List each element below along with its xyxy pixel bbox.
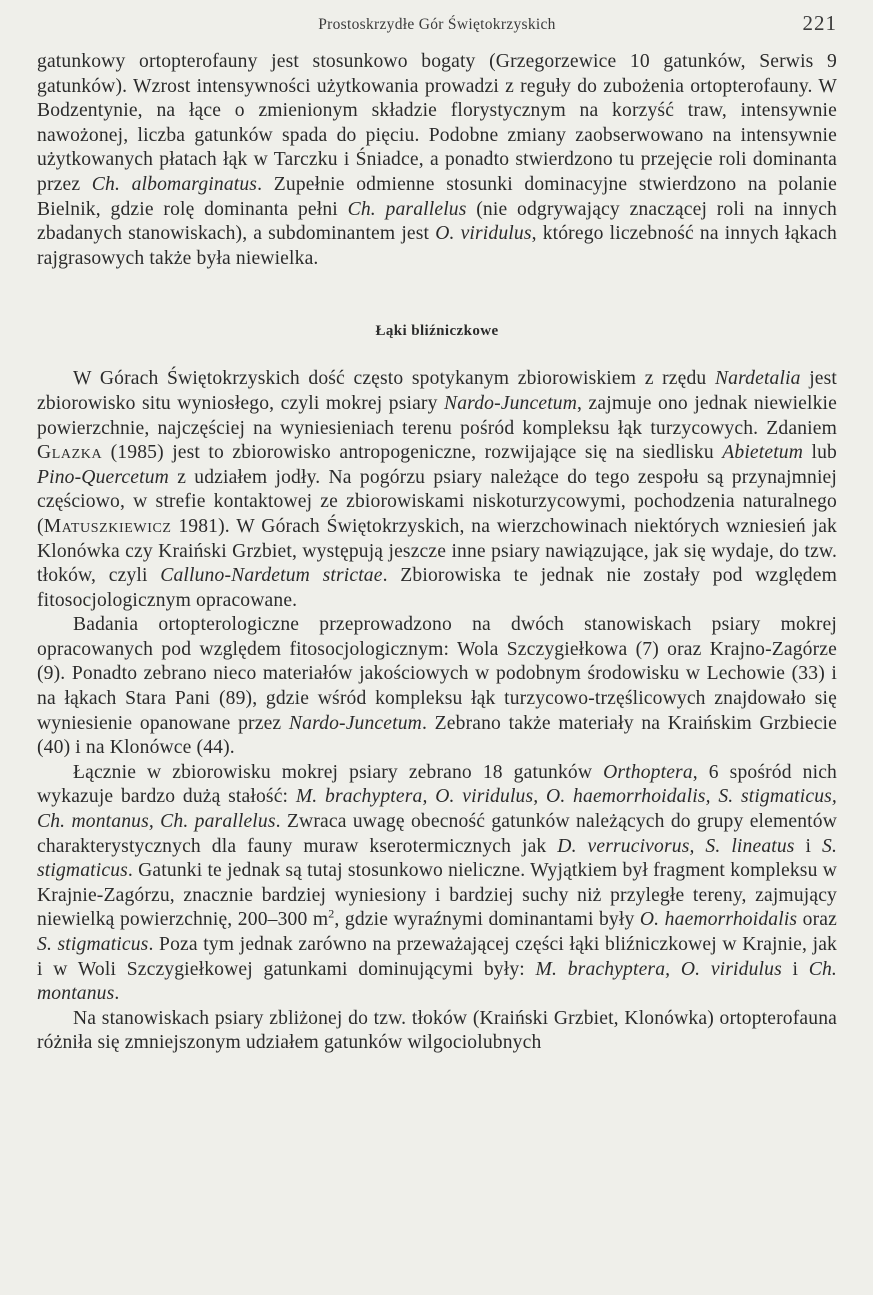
species-name: Ch. parallelus [347,198,467,220]
running-head [37,11,837,50]
text-run: Łącznie w zbiorowisku mokrej psiary zebrano 18 gatunków [73,761,604,783]
text-run: lub [803,442,837,464]
species-name: D. verrucivorus, S. lineatus [557,835,795,857]
running-title: Prostoskrzydłe Gór Świętokrzyskich [318,16,556,33]
syntaxon-name: Nardo-Juncetum [443,392,578,414]
species-name: O. viridulus [435,223,532,245]
text-run: , gdzie wyraźnymi dominantami były [334,909,640,931]
author-name: Matuszkiewicz [43,515,172,537]
text-run: jest zbiorowisko situ wyniosłego, czyli mokrej psiary [37,368,837,414]
text-run: Badania ortopterologiczne przeprowadzono na dwóch stanowiskach psiary mokrej opracowanych pod względem fitosocjologicznym: Wola Szczygiełkowa (7) oraz Krajno-Zagórze (9). Ponadto zebrano nieco materiałów jakościowych w podobnym środowisku w Lechowie (33) i na łąkach Stara Pani (89), gdzie wśród kompleksu łąk turzycowo-trzęślicowych znajdowało się wyniesienie opanowane przez [37,614,837,734]
paragraph-2 [37,367,837,613]
text-run: . Zwraca uwagę obecność gatunków należących do grupy elementów charakterystycznych dla fauny muraw kserotermicznych jak [37,811,837,857]
species-name: Ch. albomarginatus [91,173,258,195]
text-run: . Poza tym jednak zarówno na przeważającej części łąki bliźniczkowej w Krajnie, jak i w Woli Szczygiełkowej gatunkami dominującymi były: [37,934,837,980]
text-run: oraz [797,909,837,931]
syntaxon-name: Nardo-Juncetum [288,712,422,734]
author-name: Glazka [37,442,103,464]
text-run: , 6 spośród nich wykazuje bardzo dużą stałość: [37,761,837,808]
text-run: W Górach Świętokrzyskich dość często spotykanym zbiorowiskiem z rzędu [73,368,715,390]
text-run: (nie odgrywający znaczącej roli na innych zbadanych stanowiskach), a subdominantem jest [37,198,838,245]
page-number: 221 [802,11,837,35]
paragraph-4 [37,761,837,1007]
species-name: Ch. montanus [37,958,837,1005]
paragraph-3 [37,613,837,761]
species-name: S. stigmaticus [37,934,149,955]
text-run: (1985) jest to zbiorowisko antropogeniczne, rozwijające się na siedlisku [102,442,723,464]
text-run: 1981). W Górach Świętokrzyskich, na wierzchowinach niektórych wzniesień jak Klonówka czy Kraiński Grzbiet, występują jeszcze inne psiary nawiązujące, jak się wydaje, do tzw. tłoków, czyli [37,515,837,587]
text-run: . [114,983,120,1005]
species-name: S. stigmaticus [37,835,838,882]
text-run: . Zbiorowiska te jednak nie zostały pod względem fitosocjologicznym opracowane. [37,565,837,611]
species-name: O. haemorrhoidalis [639,909,798,931]
taxon-name: Orthoptera [603,761,693,783]
syntaxon-name: Abietetum [722,442,804,464]
superscript: 2 [328,906,335,921]
text-run: , zajmuje ono jednak niewielkie powierzchnie, najczęściej na wyniesieniach terenu pośród kompleksu łąk turzycowych. Zdaniem [37,392,837,439]
species-name: M. brachyptera, O. viridulus, O. haemorrhoidalis, S. stigmaticus, Ch. montanus, Ch. parallelus [37,786,837,833]
text-run: gatunkowy ortopterofauny jest stosunkowo bogaty (Grzegorzewice 10 gatunków, Serwis 9 gatunków). Wzrost intensywności użytkowania prowadzi z reguły do zubożenia ortopterofauny. W Bodzentynie, na łące o zmienionym składzie florystycznym na korzyść traw, intensywnie nawożonej, liczba gatunków spada do pięciu. Podobne zmiany zaobserwowano na intensywnie użytkowanych płatach łąk w Tarczku i Śniadce, a ponadto stwierdzono tu przejęcie roli dominanta przez [37,51,837,195]
species-name: M. brachyptera, O. viridulus [535,958,782,980]
section-heading: Łąki bliźniczkowe [375,323,499,340]
text-run: i [781,958,809,980]
text-run: Na stanowiskach psiary zbliżonej do tzw. tłoków (Kraiński Grzbiet, Klonówka) ortopterofauna różniła się zmniejszonym udziałem gatunków wilgociolubnych [37,1007,837,1054]
text-run: z udziałem jodły. Na pogórzu psiary należące do tego zespołu są przynajmniej częściowo, w strefie kontaktowej ze zbiorowiskami niskoturzycowymi, pochodzenia naturalnego ( [37,466,837,537]
paragraph-5 [37,1007,837,1056]
paragraph-1 [37,50,837,271]
syntaxon-name: Nardetalia [714,368,801,390]
text-run: , którego liczebność na innych łąkach rajgrasowych także była niewielka. [37,223,837,269]
text-run: . Gatunki te jednak są tutaj stosunkowo nieliczne. Wyjątkiem był fragment kompleksu w Krajnie-Zagórzu, znacznie bardziej wyniesiony i bardziej suchy niż przyległe tereny, zajmujący niewielką powierzchnię, 200–300 m [37,860,837,931]
text-run: . Zebrano także materiały na Kraińskim Grzbiecie (40) i na Klonówce (44). [37,712,837,759]
syntaxon-name: Pino-Quercetum [37,466,169,488]
text-run: . Zupełnie odmienne stosunki dominacyjne stwierdzono na polanie Bielnik, gdzie rolę dominanta pełni [37,173,837,220]
text-run: i [794,835,823,857]
syntaxon-name: Calluno-Nardetum strictae [160,565,383,587]
